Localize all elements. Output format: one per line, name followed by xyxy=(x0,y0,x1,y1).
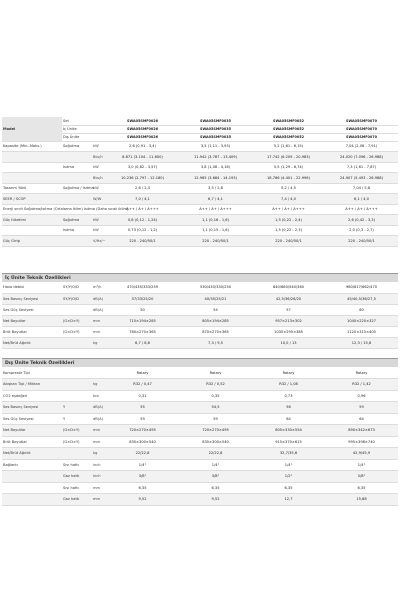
cell-value: 32,7/35,6 xyxy=(252,448,325,460)
cell-value: 54,5 xyxy=(179,402,252,414)
cell-value: 57 xyxy=(252,304,325,315)
cell-value: 1120×315×405 xyxy=(325,326,398,337)
cell-value: 1/4" xyxy=(252,459,325,471)
cell-value: 805×330×554 xyxy=(252,425,325,437)
cell-value: 3,0 (0,82 - 3,57) xyxy=(106,162,179,173)
cell-value: A++ / A+ / A+++ xyxy=(179,204,252,215)
cell-value: A++ / A+ / A+++ xyxy=(106,204,179,215)
cell-value: 6,35 xyxy=(325,482,398,494)
table-row xyxy=(2,293,398,304)
cell-value: 870×270×365 xyxy=(179,326,252,337)
table-row xyxy=(2,315,398,326)
model-code: SWA05SMF0070 xyxy=(325,125,398,133)
model-code: SWA05SMF0035 xyxy=(179,125,252,133)
cell-value: 2,6 (0,91 - 3,4) xyxy=(106,141,179,152)
cell-value: 6,7 / 4,1 xyxy=(179,194,252,205)
row-label: Akışkan Tipi / Miktarı xyxy=(2,379,62,391)
table-row xyxy=(2,162,398,173)
cell-value: 6,35 xyxy=(179,482,252,494)
cell-value: 7,04 (2,08 - 7,91) xyxy=(325,141,398,152)
row-sublabel xyxy=(62,448,92,460)
cell-value: 12,3 / 15,8 xyxy=(325,337,398,348)
cell-value: 10,0 / 13 xyxy=(252,337,325,348)
row-sublabel: Y xyxy=(62,413,92,425)
table-row xyxy=(2,337,398,348)
cell-value: R32 / 0,47 xyxy=(106,379,179,391)
row-unit: m³/h xyxy=(92,282,106,293)
row-unit: dB(A) xyxy=(92,413,106,425)
row-label: Kapasite (Min.-Maks.) xyxy=(2,141,62,152)
unit-type-label: İç Ünite xyxy=(62,125,106,133)
row-label: Tasarım Yükü xyxy=(2,183,62,194)
cell-value: 3,5 (1,11 - 3,93) xyxy=(179,141,252,152)
row-label xyxy=(2,162,62,173)
row-unit: inch xyxy=(92,471,106,483)
table-row xyxy=(2,494,398,506)
table-row xyxy=(2,425,398,437)
row-sublabel xyxy=(62,337,92,348)
cell-value: 7,3 / 9,5 xyxy=(179,337,252,348)
row-sublabel: (G×D×Y) xyxy=(62,436,92,448)
table-row xyxy=(2,141,398,152)
table-row xyxy=(2,402,398,414)
cell-value: 995×398×740 xyxy=(325,436,398,448)
row-unit: W/W xyxy=(92,194,106,205)
cell-value: 720×270×495 xyxy=(106,425,179,437)
table-row xyxy=(2,236,398,247)
indoor-unit-section xyxy=(2,273,398,349)
row-label xyxy=(2,494,62,506)
table-row xyxy=(2,413,398,425)
cell-value: 8.871 (3.104 - 11.600) xyxy=(106,152,179,163)
cell-value: 980/817/662/470 xyxy=(325,282,398,293)
row-sublabel: Gaz hattı xyxy=(62,494,92,506)
cell-value: Rotary xyxy=(106,367,179,379)
row-sublabel: (G×D×Y) xyxy=(62,425,92,437)
row-unit: kg xyxy=(92,337,106,348)
row-unit: mm xyxy=(92,315,106,326)
row-unit: kW xyxy=(92,215,106,226)
row-unit: ton xyxy=(92,390,106,402)
row-sublabel xyxy=(62,390,92,402)
cell-value: 0,73 (0,12 - 1,2) xyxy=(106,225,179,236)
row-sublabel: Isıtma xyxy=(62,162,92,173)
row-label: Hava debisi xyxy=(2,282,62,293)
cell-value: 42,9/45,9 xyxy=(325,448,398,460)
cell-value: 24.907 (5.493 - 26.988) xyxy=(325,173,398,184)
cell-value: 0,35 xyxy=(179,390,252,402)
model-section xyxy=(2,117,398,247)
row-unit: mm xyxy=(92,326,106,337)
cell-value: 1035×295×385 xyxy=(252,326,325,337)
row-label xyxy=(2,225,62,236)
cell-value: 24.020 (7.096 - 26.988) xyxy=(325,152,398,163)
cell-value: 9,52 xyxy=(106,494,179,506)
model-header-row xyxy=(2,125,398,133)
row-unit: dB(A) xyxy=(92,402,106,414)
table-row xyxy=(2,390,398,402)
table-row xyxy=(2,282,398,293)
row-sublabel xyxy=(62,236,92,247)
unit-type-label: Dış Ünite xyxy=(62,133,106,141)
row-sublabel xyxy=(62,173,92,184)
cell-value: 59 xyxy=(179,413,252,425)
row-unit: mm xyxy=(92,494,106,506)
cell-value: 64 xyxy=(325,413,398,425)
row-sublabel: Soğutma xyxy=(62,215,92,226)
cell-value: 7,3 (1,61 - 7,87) xyxy=(325,162,398,173)
cell-value: 7,04 / 5,8 xyxy=(325,183,398,194)
row-label: Net Boyutlar xyxy=(2,425,62,437)
table-row xyxy=(2,304,398,315)
table-row xyxy=(2,367,398,379)
row-sublabel: SY/Y/O/D xyxy=(62,282,92,293)
model-code: SWA05SMF0052 xyxy=(252,125,325,133)
model-code: SWA05SMF0035 xyxy=(179,133,252,141)
row-unit: dB(A) xyxy=(92,293,106,304)
cell-value: 835×300×540 xyxy=(179,436,252,448)
row-unit: kW xyxy=(92,225,106,236)
cell-value: 5,2 / 4,5 xyxy=(252,183,325,194)
model-code: SWA05SMF0052 xyxy=(252,133,325,141)
model-code: SWA05SMF0026 xyxy=(106,133,179,141)
model-code: SWA05SMF0026 xyxy=(106,117,179,125)
cell-value: 1,1 (0,15 - 1,6) xyxy=(179,225,252,236)
cell-value: 220 - 240/50/1 xyxy=(106,236,179,247)
row-unit: Btu/h xyxy=(92,173,106,184)
row-label: Net Boyutlar xyxy=(2,315,62,326)
model-code: SWA05SMF0070 xyxy=(325,133,398,141)
cell-value: Rotary xyxy=(325,367,398,379)
cell-value: R32 / 0,52 xyxy=(179,379,252,391)
cell-value: 0,96 xyxy=(325,390,398,402)
cell-value: 11.942 (3.787 - 13.409) xyxy=(179,152,252,163)
model-group-label: Model xyxy=(2,117,62,141)
cell-value: 5,5 (1,29 - 6,74) xyxy=(252,162,325,173)
cell-value: 2,0 (0,3 - 2,7) xyxy=(325,225,398,236)
cell-value: 715×194×285 xyxy=(106,315,179,326)
cell-value: 220 - 240/50/1 xyxy=(179,236,252,247)
cell-value: 890×342×673 xyxy=(325,425,398,437)
cell-value: 17.742 (6.209 - 20.983) xyxy=(252,152,325,163)
cell-value: 42,5/36/26/20 xyxy=(252,293,325,304)
cell-value: 37/33/25/20 xyxy=(106,293,179,304)
cell-value: 6,35 xyxy=(106,482,179,494)
model-header-row xyxy=(2,133,398,141)
model-code: SWA05SMF0035 xyxy=(179,117,252,125)
cell-value: 1,5 (0,22 - 2,3) xyxy=(252,225,325,236)
model-spec-table xyxy=(2,117,398,247)
cell-value: 5/8" xyxy=(325,471,398,483)
row-sublabel xyxy=(62,367,92,379)
cell-value: 220 - 240/50/1 xyxy=(252,236,325,247)
row-unit: kg xyxy=(92,379,106,391)
table-row xyxy=(2,152,398,163)
table-row xyxy=(2,173,398,184)
row-unit: mm xyxy=(92,436,106,448)
cell-value: 12,7 xyxy=(252,494,325,506)
cell-value: 3/8" xyxy=(179,471,252,483)
indoor-unit-spec-table xyxy=(2,282,398,349)
row-label: SEER / SCOP xyxy=(2,194,62,205)
model-code: SWA05SMF0070 xyxy=(325,117,398,125)
row-unit: inch xyxy=(92,459,106,471)
cell-value: 40/35/25/21 xyxy=(179,293,252,304)
row-unit: kW xyxy=(92,183,106,194)
row-unit: dB(A) xyxy=(92,304,106,315)
cell-value: 720×270×495 xyxy=(179,425,252,437)
outdoor-unit-section-title: Dış Ünite Teknik Özellikleri xyxy=(2,358,398,367)
row-sublabel: Y xyxy=(62,402,92,414)
row-sublabel: (G×D×Y) xyxy=(62,315,92,326)
cell-value: R32 / 1,42 xyxy=(325,379,398,391)
cell-value: 1/4" xyxy=(325,459,398,471)
cell-value: 1,5 (0,22 - 2,4) xyxy=(252,215,325,226)
cell-value: 50 xyxy=(106,304,179,315)
row-sublabel xyxy=(62,379,92,391)
cell-value: 9,52 xyxy=(179,494,252,506)
table-row xyxy=(2,225,398,236)
cell-value: 59 xyxy=(325,402,398,414)
row-unit: kW xyxy=(92,162,106,173)
row-sublabel: Soğutma xyxy=(62,141,92,152)
cell-value: 22/22,8 xyxy=(179,448,252,460)
cell-value: 915×370×615 xyxy=(252,436,325,448)
table-row xyxy=(2,471,398,483)
row-label: Net/Brüt Ağırlık xyxy=(2,337,62,348)
cell-value: 56 xyxy=(252,402,325,414)
row-sublabel xyxy=(62,152,92,163)
cell-value: 0,31 xyxy=(106,390,179,402)
cell-value: 3,5 / 2,8 xyxy=(179,183,252,194)
cell-value: 6,1 / 4,0 xyxy=(325,194,398,205)
cell-value: 0,8 (0,12 - 1,24) xyxy=(106,215,179,226)
row-label: Brüt Boyutlar xyxy=(2,326,62,337)
cell-value: 6,7 / 8,8 xyxy=(106,337,179,348)
cell-value: 0,73 xyxy=(252,390,325,402)
cell-value: 220 - 240/50/1 xyxy=(325,236,398,247)
cell-value: Rotary xyxy=(252,367,325,379)
row-label xyxy=(2,152,62,163)
cell-value: A++ / A+ / A+++ xyxy=(252,204,325,215)
row-label: Güç tüketimi xyxy=(2,215,62,226)
row-unit: V/Hz/~ xyxy=(92,236,106,247)
cell-value: 780×270×365 xyxy=(106,326,179,337)
cell-value: 3,8 (1,08 - 4,16) xyxy=(179,162,252,173)
cell-value: 5,2 (1,61 - 6,15) xyxy=(252,141,325,152)
cell-value: 18.766 (4.401 - 22.996) xyxy=(252,173,325,184)
cell-value: Rotary xyxy=(179,367,252,379)
model-code: SWA05SMF0052 xyxy=(252,117,325,125)
row-label xyxy=(2,482,62,494)
row-label: Net/Brüt Ağırlık xyxy=(2,448,62,460)
row-unit: kg xyxy=(92,448,106,460)
row-sublabel: Isıtma xyxy=(62,225,92,236)
cell-value: 835×300×540 xyxy=(106,436,179,448)
row-unit: Btu/h xyxy=(92,152,106,163)
cell-value: 7,4 / 4,0 xyxy=(252,194,325,205)
table-row xyxy=(2,482,398,494)
table-row xyxy=(2,204,398,215)
row-sublabel xyxy=(62,304,92,315)
cell-value: 10.236 (2.797 - 12.180) xyxy=(106,173,179,184)
row-unit xyxy=(92,367,106,379)
cell-value: 59 xyxy=(106,413,179,425)
cell-value: 2,6 / 2,4 xyxy=(106,183,179,194)
cell-value: 1/2" xyxy=(252,471,325,483)
cell-value: 3/8" xyxy=(106,471,179,483)
cell-value: 1040×220×327 xyxy=(325,315,398,326)
row-label: Ses Güç Seviyesi xyxy=(2,304,62,315)
cell-value: 12.965 (3.684 - 14.193) xyxy=(179,173,252,184)
cell-value: 470/435/333/259 xyxy=(106,282,179,293)
row-sublabel: Gaz hattı xyxy=(62,471,92,483)
cell-value: 1,1 (0,16 - 1,6) xyxy=(179,215,252,226)
model-header-row xyxy=(2,117,398,125)
row-sublabel: SY/Y/O/D xyxy=(62,293,92,304)
row-label: Ses Basınç Seviyesi xyxy=(2,402,62,414)
row-label: Bağlantı xyxy=(2,459,62,471)
row-label: CO2 eşdeğeri xyxy=(2,390,62,402)
table-row xyxy=(2,379,398,391)
cell-value: 530/430/330/250 xyxy=(179,282,252,293)
row-label: Güç Girişi xyxy=(2,236,62,247)
table-row xyxy=(2,183,398,194)
row-sublabel: (G×D×Y) xyxy=(62,326,92,337)
cell-value: 957×213×302 xyxy=(252,315,325,326)
cell-value: 840/680/540/360 xyxy=(252,282,325,293)
table-row xyxy=(2,326,398,337)
cell-value: 55 xyxy=(106,402,179,414)
row-sublabel: Sıvı hattı xyxy=(62,459,92,471)
row-unit: mm xyxy=(92,482,106,494)
row-sublabel xyxy=(62,194,92,205)
cell-value: R32 / 1,08 xyxy=(252,379,325,391)
row-label xyxy=(2,173,62,184)
row-label: Kompresör Tipi xyxy=(2,367,62,379)
table-row xyxy=(2,436,398,448)
row-unit: mm xyxy=(92,425,106,437)
cell-value: 64 xyxy=(252,413,325,425)
row-sublabel: Soğutma / Isıtma xyxy=(62,183,92,194)
table-row xyxy=(2,459,398,471)
cell-value: 22/22,8 xyxy=(106,448,179,460)
outdoor-unit-spec-table xyxy=(2,367,398,506)
cell-value: 1/4" xyxy=(106,459,179,471)
cell-value: 60 xyxy=(325,304,398,315)
row-label: Brüt Boyutlar xyxy=(2,436,62,448)
table-row xyxy=(2,215,398,226)
cell-value: A++ / A+ / A+++ xyxy=(325,204,398,215)
table-row xyxy=(2,448,398,460)
cell-value: 54 xyxy=(179,304,252,315)
row-label xyxy=(2,471,62,483)
unit-type-label: Set xyxy=(62,117,106,125)
model-code: SWA05SMF0026 xyxy=(106,125,179,133)
row-label: Ses Güç Seviyesi xyxy=(2,413,62,425)
table-row xyxy=(2,194,398,205)
indoor-unit-section-title: İç Ünite Teknik Özellikleri xyxy=(2,273,398,282)
cell-value: 805×194×285 xyxy=(179,315,252,326)
row-label: Enerji sınıfı Soğutma/Isıtma (Ortalama iklim) Isıtma (Daha sıcak iklim) xyxy=(2,204,62,215)
row-unit: kW xyxy=(92,141,106,152)
row-sublabel: Sıvı hattı xyxy=(62,482,92,494)
cell-value: 2,6 (0,42 - 3,3) xyxy=(325,215,398,226)
cell-value: 15,88 xyxy=(325,494,398,506)
cell-value: 6,35 xyxy=(252,482,325,494)
cell-value: 7,0 / 4,1 xyxy=(106,194,179,205)
cell-value: 1/4" xyxy=(179,459,252,471)
cell-value: 45/40,5/36/27,5 xyxy=(325,293,398,304)
outdoor-unit-section xyxy=(2,358,398,506)
row-label: Ses Basınç Seviyesi xyxy=(2,293,62,304)
